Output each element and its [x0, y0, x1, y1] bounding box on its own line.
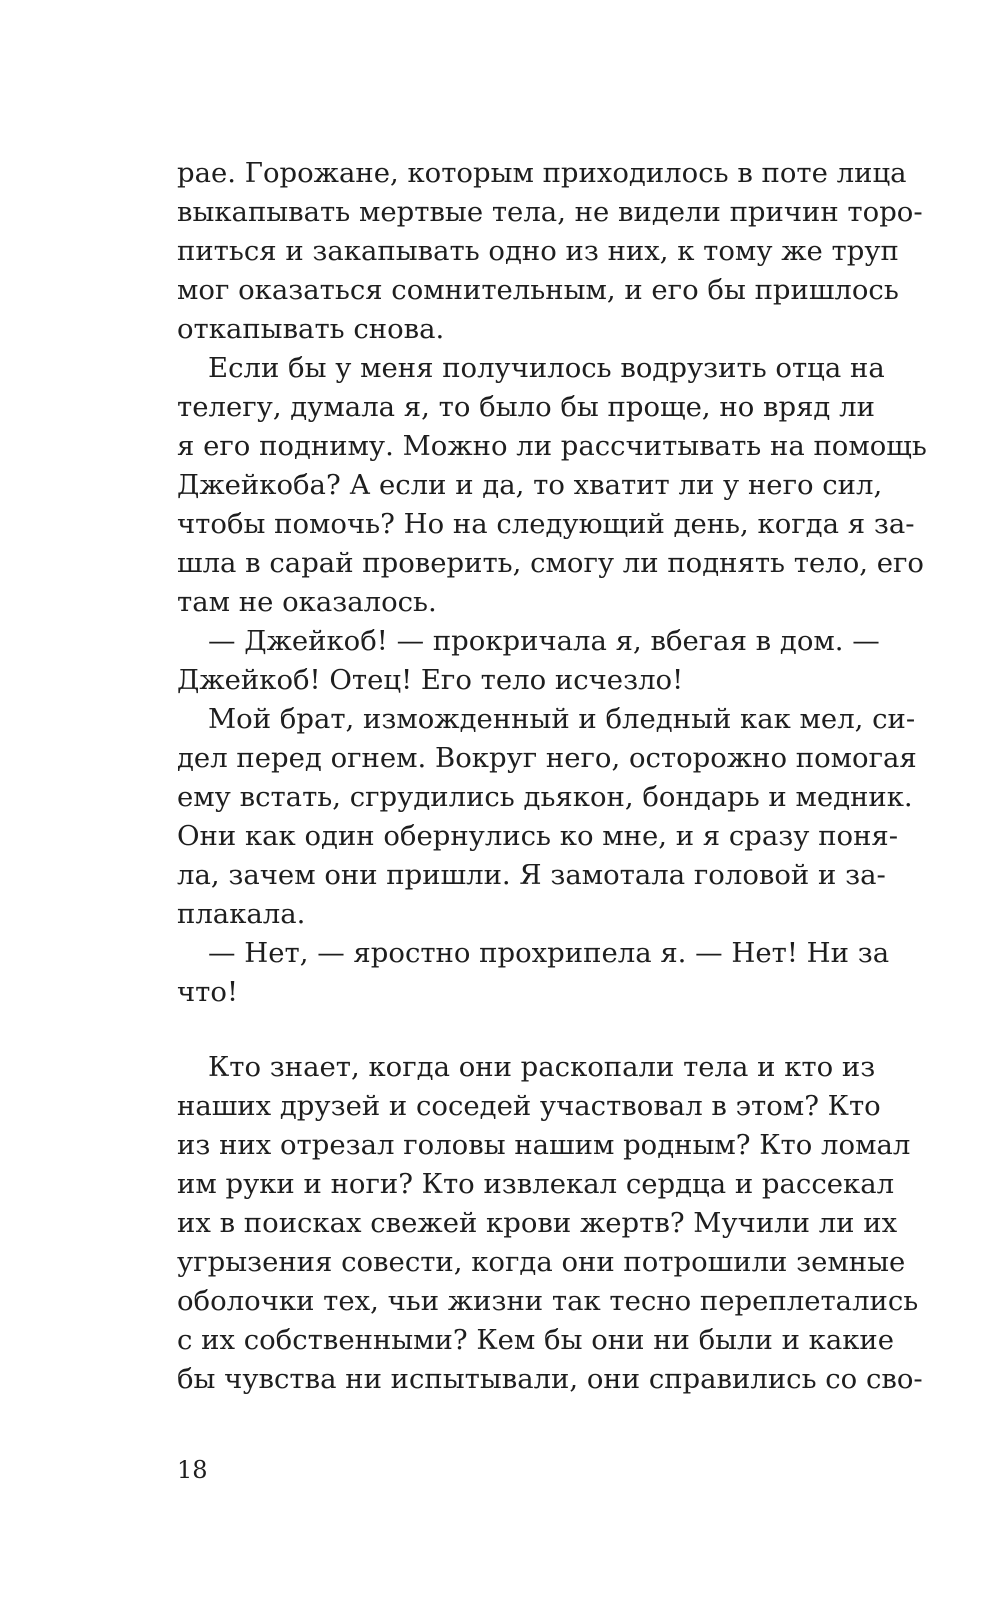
- text-line: с их собственными? Кем бы они ни были и какие: [177, 1324, 895, 1356]
- text-line: рае. Горожане, которым приходилось в поте лица: [177, 157, 907, 189]
- text-line: плакала.: [177, 898, 306, 930]
- text-line: ему встать, сгрудились дьякон, бондарь и медник.: [177, 781, 913, 813]
- text-line: Джейкоб! Отец! Его тело исчезло!: [177, 664, 684, 696]
- text-line: откапывать снова.: [177, 313, 445, 345]
- text-line: телегу, думала я, то было бы проще, но вряд ли: [177, 391, 875, 423]
- text-line: что!: [177, 976, 239, 1008]
- text-line: из них отрезал головы нашим родным? Кто ломал: [177, 1129, 911, 1161]
- text-line: угрызения совести, когда они потрошили земные: [177, 1246, 906, 1278]
- text-line: оболочки тех, чьи жизни так тесно переплетались: [177, 1285, 919, 1317]
- text-line: — Джейкоб! — прокричала я, вбегая в дом. —: [208, 625, 880, 657]
- text-line: питься и закапывать одно из них, к тому же труп: [177, 235, 899, 267]
- text-line: там не оказалось.: [177, 586, 437, 618]
- text-line: Кто знает, когда они раскопали тела и кто из: [208, 1051, 876, 1083]
- text-line: им руки и ноги? Кто извлекал сердца и рассекал: [177, 1168, 895, 1200]
- text-line: ла, зачем они пришли. Я замотала головой и за-: [177, 859, 886, 891]
- text-line: — Нет, — яростно прохрипела я. — Нет! Ни за: [208, 937, 890, 969]
- text-line: Джейкоба? А если и да, то хватит ли у него сил,: [177, 469, 883, 501]
- text-line: Если бы у меня получилось водрузить отца на: [208, 352, 885, 384]
- text-line: выкапывать мертвые тела, не видели причин торо-: [177, 196, 923, 228]
- text-line: бы чувства ни испытывали, они справились со сво-: [177, 1363, 923, 1395]
- text-line: Мой брат, изможденный и бледный как мел, си-: [208, 703, 916, 735]
- text-line: наших друзей и соседей участвовал в этом? Кто: [177, 1090, 881, 1122]
- text-line: чтобы помочь? Но на следующий день, когда я за-: [177, 508, 915, 540]
- text-line: шла в сарай проверить, смогу ли поднять тело, его: [177, 547, 924, 579]
- page-number: 18: [177, 1456, 208, 1484]
- text-line: дел перед огнем. Вокруг него, осторожно помогая: [177, 742, 917, 774]
- text-line: мог оказаться сомнительным, и его бы пришлось: [177, 274, 899, 306]
- text-line: Они как один обернулись ко мне, и я сразу поня-: [177, 820, 899, 852]
- text-line: я его подниму. Можно ли рассчитывать на помощь: [177, 430, 927, 462]
- text-line: их в поисках свежей крови жертв? Мучили ли их: [177, 1207, 898, 1239]
